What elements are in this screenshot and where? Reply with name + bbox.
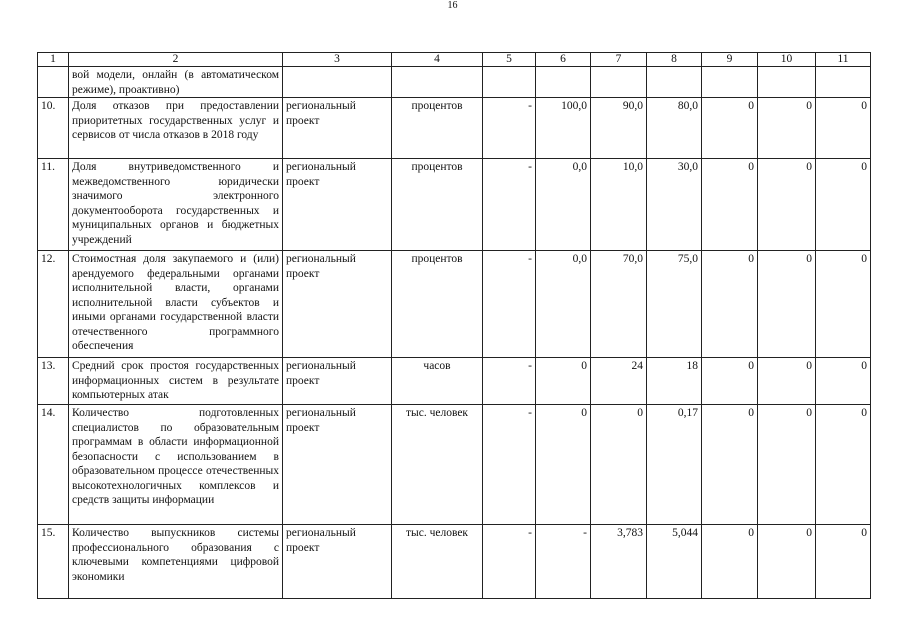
- column-header: 11: [816, 53, 871, 67]
- column-header: 10: [758, 53, 816, 67]
- value-cell: 70,0: [591, 251, 647, 358]
- indicators-table: [37, 52, 871, 599]
- table-row: [38, 159, 871, 251]
- row-number: 11.: [38, 159, 69, 251]
- value-cell: 0: [816, 251, 871, 358]
- value-cell: [758, 67, 816, 98]
- column-header: 7: [591, 53, 647, 67]
- value-cell: 100,0: [536, 98, 591, 159]
- indicator-unit: процентов: [392, 159, 483, 251]
- value-cell: 0: [536, 358, 591, 405]
- value-cell: 0: [758, 525, 816, 599]
- column-header: 6: [536, 53, 591, 67]
- value-cell: 0: [758, 405, 816, 525]
- row-number: 10.: [38, 98, 69, 159]
- indicator-unit: тыс. человек: [392, 405, 483, 525]
- value-cell: 0: [758, 358, 816, 405]
- value-cell: 0: [702, 525, 758, 599]
- value-cell: 0: [758, 251, 816, 358]
- indicator-unit: процентов: [392, 98, 483, 159]
- value-cell: [536, 67, 591, 98]
- value-cell: 24: [591, 358, 647, 405]
- value-cell: 0: [702, 358, 758, 405]
- value-cell: 5,044: [647, 525, 702, 599]
- value-cell: 18: [647, 358, 702, 405]
- indicator-level: [283, 67, 392, 98]
- table-row: [38, 67, 871, 98]
- value-cell: 80,0: [647, 98, 702, 159]
- indicator-unit: [392, 67, 483, 98]
- indicator-name: Доля отказов при предоставлении приоритетных государственных услуг и сервисов от числа отказов в 2018 году: [69, 98, 283, 159]
- value-cell: 0: [702, 98, 758, 159]
- value-cell: 0,17: [647, 405, 702, 525]
- column-header: 4: [392, 53, 483, 67]
- indicator-level: региональный проект: [283, 251, 392, 358]
- row-number: 13.: [38, 358, 69, 405]
- value-cell: 0: [816, 159, 871, 251]
- table-row: [38, 525, 871, 599]
- indicator-unit: часов: [392, 358, 483, 405]
- indicator-level: региональный проект: [283, 525, 392, 599]
- value-cell: 0: [702, 159, 758, 251]
- indicator-unit: тыс. человек: [392, 525, 483, 599]
- value-cell: 0,0: [536, 251, 591, 358]
- indicator-name: Стоимостная доля закупаемого и (или) арендуемого федеральными органами исполнительной власти, органами исполнительной власти субъектов и иными органами государственной власти отечественного программного обеспечения: [69, 251, 283, 358]
- value-cell: 0: [816, 358, 871, 405]
- indicator-level: региональный проект: [283, 358, 392, 405]
- table-row: [38, 405, 871, 525]
- column-header: 3: [283, 53, 392, 67]
- value-cell: -: [483, 358, 536, 405]
- column-header: 5: [483, 53, 536, 67]
- value-cell: -: [483, 98, 536, 159]
- row-number: 12.: [38, 251, 69, 358]
- value-cell: 0: [758, 98, 816, 159]
- page-number: 16: [447, 0, 458, 10]
- indicator-unit: процентов: [392, 251, 483, 358]
- column-header: 9: [702, 53, 758, 67]
- value-cell: 0,0: [536, 159, 591, 251]
- column-header: 8: [647, 53, 702, 67]
- value-cell: [483, 67, 536, 98]
- value-cell: 0: [591, 405, 647, 525]
- value-cell: 0: [816, 525, 871, 599]
- value-cell: 0: [816, 405, 871, 525]
- column-header: 1: [38, 53, 69, 67]
- table-row: [38, 98, 871, 159]
- row-number: 14.: [38, 405, 69, 525]
- indicator-name: Доля внутриведомственного и межведомственного юридически значимого электронного документооборота государственных и муниципальных органов и бюджетных учреждений: [69, 159, 283, 251]
- value-cell: 90,0: [591, 98, 647, 159]
- table-header-row: [38, 53, 871, 67]
- indicator-level: региональный проект: [283, 98, 392, 159]
- value-cell: 0: [702, 251, 758, 358]
- value-cell: 0: [816, 98, 871, 159]
- value-cell: 10,0: [591, 159, 647, 251]
- indicator-name: Средний срок простоя государственных информационных систем в результате компьютерных атак: [69, 358, 283, 405]
- value-cell: -: [483, 159, 536, 251]
- value-cell: -: [483, 525, 536, 599]
- value-cell: [647, 67, 702, 98]
- value-cell: [591, 67, 647, 98]
- value-cell: -: [483, 251, 536, 358]
- value-cell: -: [536, 525, 591, 599]
- value-cell: 0: [702, 405, 758, 525]
- table-row: [38, 358, 871, 405]
- column-header: 2: [69, 53, 283, 67]
- indicator-name: вой модели, онлайн (в автоматическом режиме), проактивно): [69, 67, 283, 98]
- indicator-level: региональный проект: [283, 405, 392, 525]
- indicator-name: Количество подготовленных специалистов по образовательным программам в области информационной безопасности с использованием в образовательном процессе отечественных высокотехнологичных комплексов и средств защиты информации: [69, 405, 283, 525]
- row-number: [38, 67, 69, 98]
- value-cell: 75,0: [647, 251, 702, 358]
- value-cell: 0: [758, 159, 816, 251]
- value-cell: [816, 67, 871, 98]
- value-cell: 30,0: [647, 159, 702, 251]
- indicator-name: Количество выпускников системы профессионального образования с ключевыми компетенциями цифровой экономики: [69, 525, 283, 599]
- row-number: 15.: [38, 525, 69, 599]
- value-cell: 3,783: [591, 525, 647, 599]
- value-cell: [702, 67, 758, 98]
- value-cell: -: [483, 405, 536, 525]
- table-row: [38, 251, 871, 358]
- value-cell: 0: [536, 405, 591, 525]
- indicator-level: региональный проект: [283, 159, 392, 251]
